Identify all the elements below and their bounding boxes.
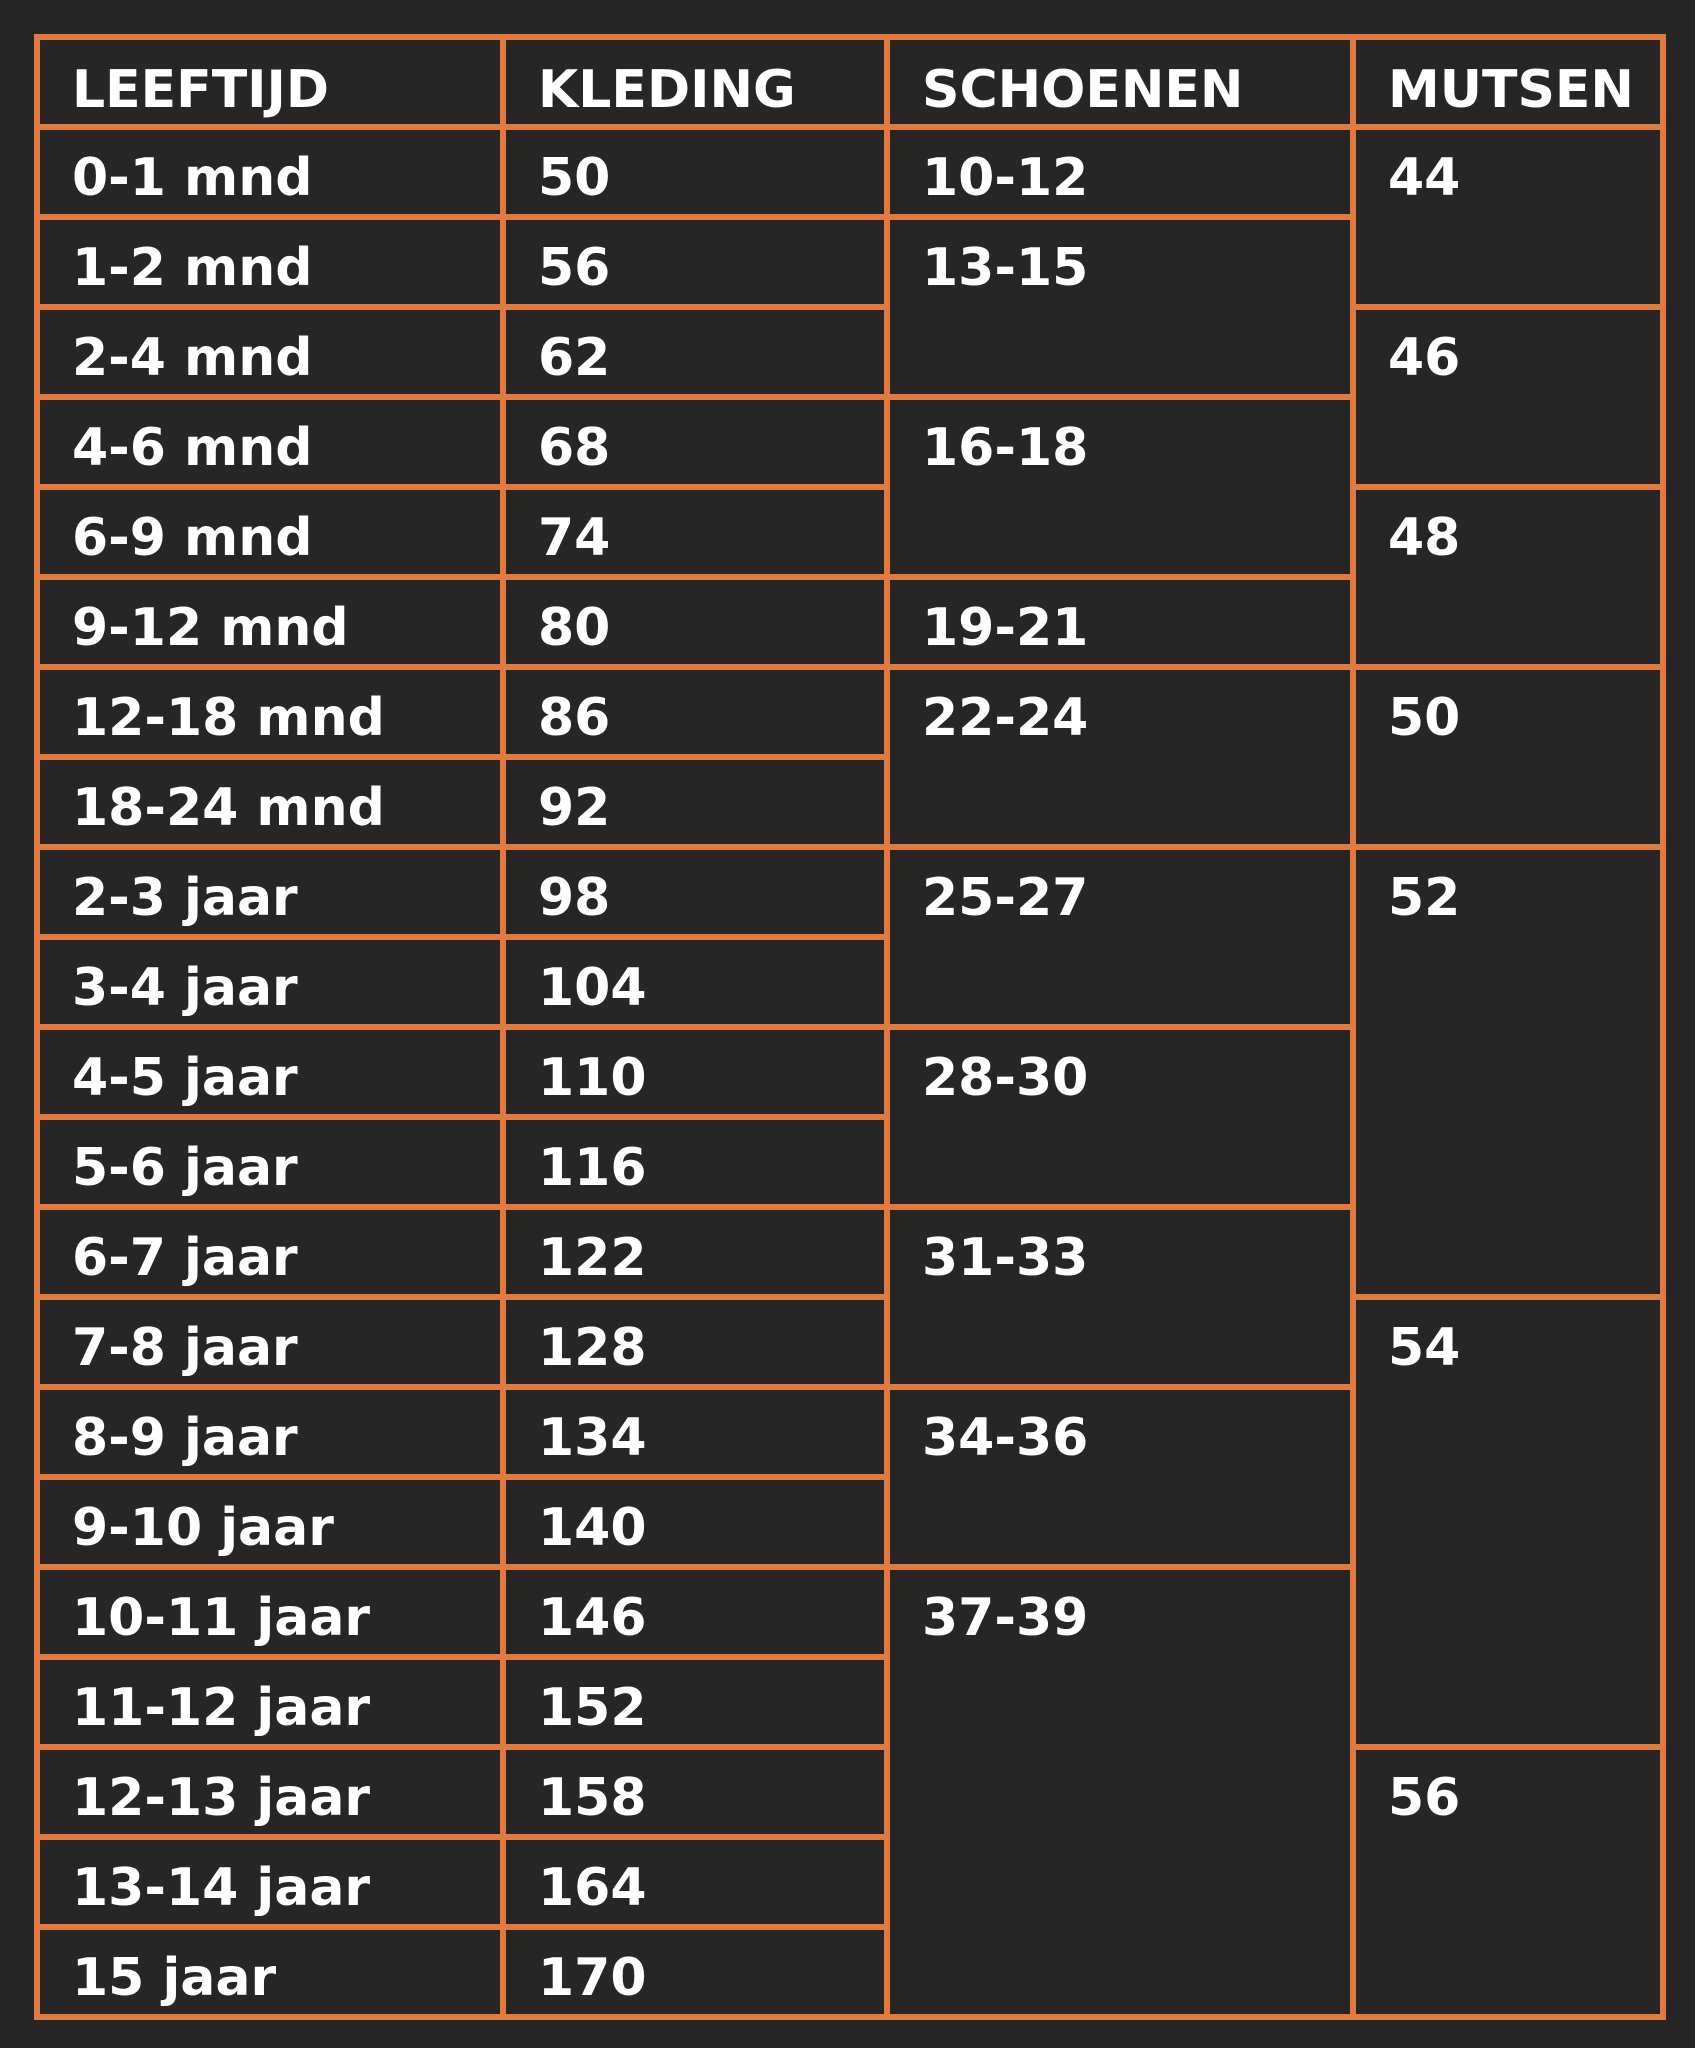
- cell-leeftijd: 8-9 jaar: [37, 1387, 503, 1477]
- size-chart-table: [34, 34, 1666, 2020]
- cell-leeftijd: 4-6 mnd: [37, 397, 503, 487]
- cell-kleding: 158: [503, 1747, 887, 1837]
- cell-leeftijd: 9-10 jaar: [37, 1477, 503, 1567]
- cell-leeftijd: 18-24 mnd: [37, 757, 503, 847]
- cell-leeftijd: 3-4 jaar: [37, 937, 503, 1027]
- cell-schoenen: 25-27: [887, 847, 1353, 1027]
- cell-kleding: 92: [503, 757, 887, 847]
- cell-leeftijd: 12-18 mnd: [37, 667, 503, 757]
- cell-mutsen: 48: [1353, 487, 1663, 667]
- cell-mutsen: 50: [1353, 667, 1663, 847]
- header-kleding: KLEDING: [503, 37, 887, 127]
- cell-kleding: 152: [503, 1657, 887, 1747]
- cell-schoenen: 22-24: [887, 667, 1353, 847]
- cell-leeftijd: 7-8 jaar: [37, 1297, 503, 1387]
- cell-schoenen: 28-30: [887, 1027, 1353, 1207]
- table-row: [37, 307, 1663, 397]
- cell-leeftijd: 2-4 mnd: [37, 307, 503, 397]
- cell-kleding: 80: [503, 577, 887, 667]
- cell-kleding: 110: [503, 1027, 887, 1117]
- table-row: [37, 847, 1663, 937]
- cell-schoenen: 10-12: [887, 127, 1353, 217]
- cell-kleding: 104: [503, 937, 887, 1027]
- cell-kleding: 56: [503, 217, 887, 307]
- cell-kleding: 134: [503, 1387, 887, 1477]
- table-row: [37, 487, 1663, 577]
- cell-kleding: 140: [503, 1477, 887, 1567]
- cell-kleding: 122: [503, 1207, 887, 1297]
- cell-schoenen: 31-33: [887, 1207, 1353, 1387]
- cell-kleding: 116: [503, 1117, 887, 1207]
- cell-kleding: 62: [503, 307, 887, 397]
- table-row: [37, 667, 1663, 757]
- cell-leeftijd: 2-3 jaar: [37, 847, 503, 937]
- cell-kleding: 170: [503, 1927, 887, 2017]
- cell-leeftijd: 6-7 jaar: [37, 1207, 503, 1297]
- cell-kleding: 164: [503, 1837, 887, 1927]
- header-row: [37, 37, 1663, 127]
- cell-leeftijd: 13-14 jaar: [37, 1837, 503, 1927]
- cell-mutsen: 56: [1353, 1747, 1663, 2017]
- cell-kleding: 86: [503, 667, 887, 757]
- table-header: [37, 37, 1663, 127]
- cell-mutsen: 54: [1353, 1297, 1663, 1747]
- table-body: [37, 127, 1663, 2017]
- cell-leeftijd: 0-1 mnd: [37, 127, 503, 217]
- cell-kleding: 68: [503, 397, 887, 487]
- header-leeftijd: LEEFTIJD: [37, 37, 503, 127]
- cell-leeftijd: 5-6 jaar: [37, 1117, 503, 1207]
- cell-leeftijd: 6-9 mnd: [37, 487, 503, 577]
- cell-schoenen: 16-18: [887, 397, 1353, 577]
- header-mutsen: MUTSEN: [1353, 37, 1663, 127]
- cell-leeftijd: 1-2 mnd: [37, 217, 503, 307]
- cell-schoenen: 19-21: [887, 577, 1353, 667]
- cell-mutsen: 52: [1353, 847, 1663, 1297]
- cell-kleding: 50: [503, 127, 887, 217]
- cell-leeftijd: 9-12 mnd: [37, 577, 503, 667]
- table-row: [37, 1297, 1663, 1387]
- table-row: [37, 1747, 1663, 1837]
- cell-kleding: 128: [503, 1297, 887, 1387]
- table-row: [37, 127, 1663, 217]
- cell-schoenen: 13-15: [887, 217, 1353, 397]
- cell-leeftijd: 11-12 jaar: [37, 1657, 503, 1747]
- header-schoenen: SCHOENEN: [887, 37, 1353, 127]
- cell-schoenen: 37-39: [887, 1567, 1353, 2017]
- cell-schoenen: 34-36: [887, 1387, 1353, 1567]
- cell-leeftijd: 10-11 jaar: [37, 1567, 503, 1657]
- cell-leeftijd: 12-13 jaar: [37, 1747, 503, 1837]
- cell-kleding: 74: [503, 487, 887, 577]
- cell-mutsen: 44: [1353, 127, 1663, 307]
- cell-leeftijd: 15 jaar: [37, 1927, 503, 2017]
- cell-leeftijd: 4-5 jaar: [37, 1027, 503, 1117]
- cell-kleding: 146: [503, 1567, 887, 1657]
- cell-mutsen: 46: [1353, 307, 1663, 487]
- cell-kleding: 98: [503, 847, 887, 937]
